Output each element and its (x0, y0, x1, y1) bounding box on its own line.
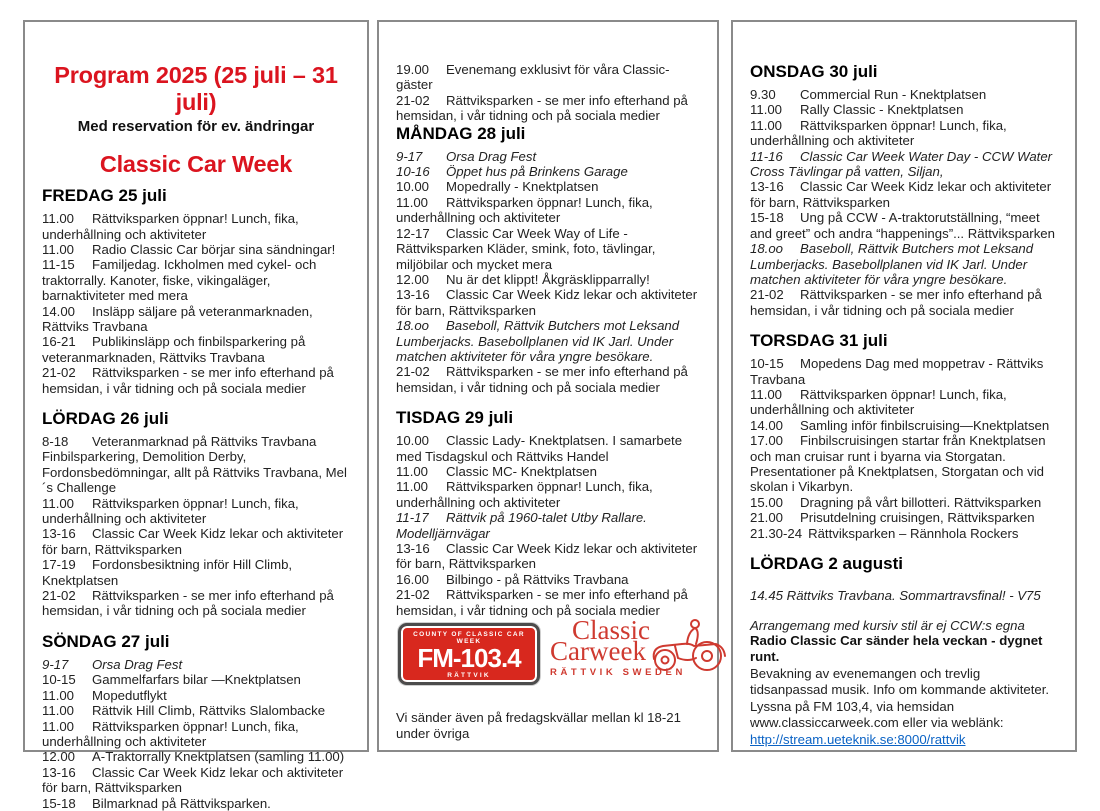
item-text: Bilmarknad på Rättviksparken. (92, 795, 271, 811)
item-time: 11-17 (396, 510, 429, 526)
schedule-item (750, 102, 1058, 117)
item-time: 11.00 (396, 464, 429, 480)
day-heading: MÅNDAG 28 juli (396, 123, 526, 143)
item-time: 21-02 (396, 364, 430, 380)
item-text: Rättviksparken öppnar! Lunch, fika, underhållning och aktiviteter (396, 194, 653, 226)
item-time: 11-16 (750, 148, 783, 164)
schedule-item (750, 210, 1058, 241)
item-text: Mopedens Dag med moppetrav - Rättviks Travbana (750, 356, 1044, 387)
ccw-logo-line1: Classic (572, 615, 650, 646)
item-text: Rättviksparken - se mer info efterhand på hemsidan, i vår tidning och på sociala medier (750, 287, 1042, 318)
schedule-item (42, 672, 350, 687)
item-time: 18.oo (750, 241, 784, 257)
item-time: 12.00 (42, 749, 76, 765)
schedule-item (750, 495, 1058, 510)
item-time: 10.00 (396, 179, 430, 195)
schedule-item (396, 93, 700, 124)
schedule-item (42, 257, 350, 303)
item-time: 11.00 (396, 479, 429, 495)
schedule-sections-middle (396, 124, 700, 618)
item-time: 11.00 (750, 117, 783, 133)
item-text: Rättvik Hill Climb, Rättviks Slalombacke (92, 703, 326, 719)
item-time: 19.00 (396, 62, 430, 77)
item-time: 21-02 (396, 587, 430, 603)
event-title: Classic Car Week (99, 151, 293, 178)
item-text: Rättviksparken - se mer info efterhand på hemsidan, i vår tidning och på sociala medier (396, 587, 688, 618)
item-time: 15-18 (42, 795, 76, 811)
item-time: 11.00 (42, 703, 75, 719)
schedule-item (396, 287, 700, 318)
schedule-item (750, 179, 1058, 210)
schedule-item (42, 588, 350, 619)
item-time: 9-17 (396, 148, 423, 164)
schedule-item (396, 479, 700, 510)
schedule-item (42, 434, 350, 496)
schedule-item (750, 433, 1058, 495)
schedule-sections-left (42, 186, 350, 811)
schedule-item (42, 688, 350, 703)
schedule-item (396, 510, 700, 541)
item-time: 10-15 (42, 672, 76, 688)
schedule-item (42, 334, 350, 365)
item-text: Rättviksparken öppnar! Lunch, fika, underhållning och aktiviteter (42, 211, 299, 242)
schedule-item (396, 226, 700, 272)
item-text: Samling inför finbilscruising—Knektplatsen (800, 417, 1050, 433)
day-section (750, 554, 1058, 633)
schedule-item (42, 242, 350, 257)
vintage-car-icon (650, 616, 728, 674)
panel-left (23, 20, 369, 811)
item-text: A-Traktorrally Knektplatsen (samling 11.00) (92, 749, 345, 765)
item-text: Gammelfarfars bilar —Knektplatsen (92, 672, 301, 688)
schedule-item (42, 765, 350, 796)
item-time: 21-02 (396, 92, 430, 108)
item-time: 11.00 (750, 387, 783, 402)
fm-logo-city: RÄTTVIK (447, 671, 491, 679)
item-text: Fordonsbesiktning inför Hill Climb, Knektplatsen (42, 557, 293, 588)
item-text: Rättviksparken - se mer info efterhand på hemsidan, i vår tidning och på sociala medier (396, 92, 688, 124)
item-text: Radio Classic Car börjar sina sändningar! (92, 241, 336, 257)
item-text: 14.45 Rättviks Travbana. Sommartravsfinal! - V75 (750, 588, 1041, 604)
classic-car-week-logo (550, 615, 726, 690)
item-text: Commercial Run - Knektplatsen (800, 87, 987, 103)
item-text: Rättviksparken öppnar! Lunch, fika, underhållning och aktiviteter (750, 117, 1007, 149)
day-heading: LÖRDAG 26 juli (42, 408, 169, 428)
ccw-logo-subline: RÄTTVIK SWEDEN (550, 666, 686, 678)
schedule-item (396, 572, 700, 587)
schedule-item (750, 588, 1058, 603)
item-text: Rättviksparken - se mer info efterhand på hemsidan, i vår tidning och på sociala medier (42, 588, 334, 619)
item-time: 16.00 (396, 571, 430, 587)
day-heading: TISDAG 29 juli (396, 408, 514, 428)
schedule-item (42, 496, 350, 527)
item-text: Classic MC- Knektplatsen (446, 464, 597, 480)
item-time: 11.00 (42, 495, 75, 511)
stream-link[interactable]: http://stream.ueteknik.se:8000/rattvik (750, 732, 966, 748)
item-text: Classic Lady- Knektplatsen. I samarbete med Tisdagskul och Rättviks Handel (396, 433, 683, 464)
item-time: 9.30 (750, 87, 776, 103)
schedule-item (750, 149, 1058, 180)
item-text: Classic Car Week Kidz lekar och aktiviteter för barn, Rättviksparken (42, 526, 344, 557)
day-section (42, 186, 350, 396)
fm-radio-logo (398, 623, 540, 685)
schedule-item (42, 526, 350, 557)
item-text: Publikinsläpp och finbilsparkering på veteranmarknaden, Rättviks Travbana (42, 334, 306, 365)
item-text: Mopedrally - Knektplatsen (446, 179, 599, 195)
item-text: Veteranmarknad på Rättviks Travbana Finbilsparkering, Demolition Derby, Fordonsbedömningar, allt på Rättviks Travbana, Mel´s Challenge (42, 434, 347, 496)
item-time: 11.00 (396, 194, 429, 210)
schedule-item (750, 356, 1058, 387)
item-time: 13-16 (42, 526, 76, 542)
day-section (750, 331, 1058, 541)
program-title: Program 2025 (25 juli – 31 juli) (54, 62, 338, 116)
radio-body-text: Bevakning av evenemangen och trevlig tidsanpassad musik. Info om kommande aktiviteter. Lyssna på FM 103,4, via hemsidan www.classiccarweek.com eller via weblänk: (750, 665, 1050, 730)
schedule-item (42, 657, 350, 672)
item-text: Rättviksparken öppnar! Lunch, fika, underhållning och aktiviteter (750, 387, 1007, 418)
day-heading: ONSDAG 30 juli (750, 62, 878, 81)
item-time: 21-02 (750, 287, 784, 303)
schedule-item (396, 541, 700, 572)
item-text: Öppet hus på Brinkens Garage (446, 164, 628, 180)
item-text: Rättviksparken - se mer info efterhand på hemsidan, i vår tidning och på sociala medier (396, 364, 688, 395)
item-text: Bilbingo - på Rättviks Travbana (446, 571, 629, 587)
ccw-logo-line2: Carweek (550, 635, 646, 666)
schedule-item (42, 796, 350, 811)
item-text: Arrangemang med kursiv stil är ej CCW:s egna (750, 617, 1025, 633)
fm-logo-top-text: COUNTY OF CLASSIC CAR WEEK (413, 631, 525, 646)
item-time: 11-15 (42, 257, 75, 273)
item-time: 18.oo (396, 318, 430, 334)
item-text: Rättviksparken - se mer info efterhand på hemsidan, i vår tidning och på sociala medier (42, 365, 334, 396)
item-text: Familjedag. Ickholmen med cykel- och traktorrally. Kanoter, fiske, vikingaläger, barnaktiviteter med mera (42, 257, 317, 304)
item-text: Rally Classic - Knektplatsen (800, 102, 964, 118)
item-text: Classic Car Week Kidz lekar och aktiviteter för barn, Rättviksparken (42, 764, 344, 796)
item-text: Ung på CCW - A-traktorutställning, “meet and greet” och andra “happenings”... Rättviksparken (750, 210, 1055, 241)
day-section (396, 408, 700, 618)
item-text: Classic Car Week Water Day - CCW Water Cross Tävlingar på vatten, Siljan, (750, 148, 1053, 180)
item-time: 14.00 (750, 417, 784, 433)
schedule-item (396, 464, 700, 479)
item-time: 11.00 (42, 241, 75, 257)
item-time: 15.00 (750, 494, 784, 510)
schedule-sections-right (750, 62, 1058, 633)
item-time: 13-16 (750, 179, 784, 195)
schedule-item (42, 211, 350, 242)
day-heading: SÖNDAG 27 juli (42, 631, 170, 651)
fm-logo-frequency: FM-103.4 (417, 643, 521, 674)
item-text: Classic Car Week Way of Life - Rättviksparken Kläder, smink, foto, tävlingar, miljöbilar och mycket mera (396, 225, 656, 272)
item-text: Nu är det klippt! Åkgräsklipparrally! (446, 271, 650, 287)
panel-middle (377, 20, 719, 752)
day-heading: TORSDAG 31 juli (750, 331, 888, 351)
item-time: 9-17 (42, 656, 69, 672)
item-time: 12.00 (396, 271, 430, 287)
schedule-item (750, 526, 1058, 541)
item-text: Rättvik på 1960-talet Utby Rallare. Modelljärnvägar (396, 510, 647, 541)
schedule-item (396, 364, 700, 395)
item-time: 10.00 (396, 433, 430, 449)
logo-row (396, 615, 700, 696)
item-text: Classic Car Week Kidz lekar och aktiviteter för barn, Rättviksparken (750, 179, 1052, 210)
item-text: Rättviksparken öppnar! Lunch, fika, underhållning och aktiviteter (396, 479, 653, 510)
schedule-item (42, 719, 350, 750)
item-text: Baseboll, Rättvik Butchers mot Leksand Lumberjacks. Basebollplanen vid IK Jarl. Under matchen aktiviteter för våra yngre besökare. (396, 318, 680, 364)
schedule-item (42, 365, 350, 396)
program-subtitle: Med reservation för ev. ändringar (77, 118, 315, 136)
item-text: Evenemang exklusivt för våra Classic-gäster (396, 62, 670, 93)
item-time: 11.00 (42, 687, 75, 703)
item-text: Baseboll, Rättvik Butchers mot Leksand Lumberjacks. Basebollplanen vid IK Jarl. Under matchen aktiviteter för våra yngre besökare. (750, 241, 1034, 287)
item-time: 8-18 (42, 434, 69, 450)
schedule-item (396, 433, 700, 464)
schedule-item (750, 618, 1058, 633)
radio-info-block (750, 633, 1058, 749)
schedule-item (42, 749, 350, 764)
day-section (750, 62, 1058, 318)
item-time: 11.00 (750, 102, 783, 118)
item-text: Rättviksparken – Rännhola Rockers (808, 525, 1019, 541)
schedule-item (396, 164, 700, 179)
item-time: 17.00 (750, 433, 784, 449)
continuation-items (396, 62, 700, 124)
schedule-item (396, 272, 700, 287)
item-text: Rättviksparken öppnar! Lunch, fika, underhållning och aktiviteter (42, 718, 299, 749)
schedule-item (750, 418, 1058, 433)
item-text: Insläpp säljare på veteranmarknaden, Rättviks Travbana (42, 303, 313, 334)
item-time: 10-16 (396, 164, 430, 180)
schedule-item (396, 179, 700, 194)
item-time: 17-19 (42, 557, 76, 573)
schedule-item (396, 149, 700, 164)
schedule-item (750, 241, 1058, 287)
schedule-item (750, 510, 1058, 525)
item-time: 21-02 (42, 365, 76, 381)
item-time: 21.30-24 (750, 525, 803, 541)
item-text: Mopedutflykt (92, 687, 167, 703)
schedule-item (750, 287, 1058, 318)
item-text: Finbilscruisingen startar från Knektplatsen och man cruisar runt i byarna via Storgatan. Presentationer på Knektplatsen, Storgatan och vid skolan i Vikarbyn. (750, 433, 1046, 495)
day-section (42, 632, 350, 811)
item-time: 14.00 (42, 303, 76, 319)
radio-footer-note: Vi sänder även på fredagskvällar mellan kl 18-21 under övriga (396, 710, 681, 741)
item-time: 15-18 (750, 210, 784, 226)
item-text: Orsa Drag Fest (92, 656, 183, 672)
schedule-item (42, 557, 350, 588)
day-section (42, 409, 350, 619)
item-time: 16-21 (42, 334, 76, 350)
item-time: 13-16 (396, 541, 430, 557)
item-time: 21.00 (750, 510, 784, 526)
item-time: 12-17 (396, 225, 430, 241)
schedule-item (42, 703, 350, 718)
item-text: Rättviksparken öppnar! Lunch, fika, underhållning och aktiviteter (42, 495, 299, 527)
schedule-item (396, 62, 700, 93)
item-text: Prisutdelning cruisingen, Rättviksparken (800, 510, 1035, 526)
schedule-item (42, 304, 350, 335)
schedule-item (750, 118, 1058, 149)
item-time: 13-16 (42, 764, 76, 780)
item-time: 11.00 (42, 718, 75, 734)
item-text: Dragning på vårt billotteri. Rättviksparken (800, 494, 1042, 510)
item-time: 21-02 (42, 588, 76, 604)
item-text: Classic Car Week Kidz lekar och aktiviteter för barn, Rättviksparken (396, 287, 698, 318)
item-time: 13-16 (396, 287, 430, 303)
schedule-item (396, 318, 700, 364)
item-time: 10-15 (750, 356, 784, 372)
day-heading: FREDAG 25 juli (42, 186, 167, 206)
schedule-item (750, 387, 1058, 418)
day-section (396, 124, 700, 396)
schedule-item (750, 87, 1058, 102)
item-text: Orsa Drag Fest (446, 148, 537, 164)
panel-right (731, 20, 1077, 752)
item-text: Classic Car Week Kidz lekar och aktiviteter för barn, Rättviksparken (396, 541, 698, 572)
item-time: 11.00 (42, 211, 75, 227)
radio-headline: Radio Classic Car sänder hela veckan - dygnet runt. (750, 632, 1043, 665)
day-heading: LÖRDAG 2 augusti (750, 554, 904, 574)
schedule-item (396, 195, 700, 226)
schedule-item (396, 587, 700, 618)
